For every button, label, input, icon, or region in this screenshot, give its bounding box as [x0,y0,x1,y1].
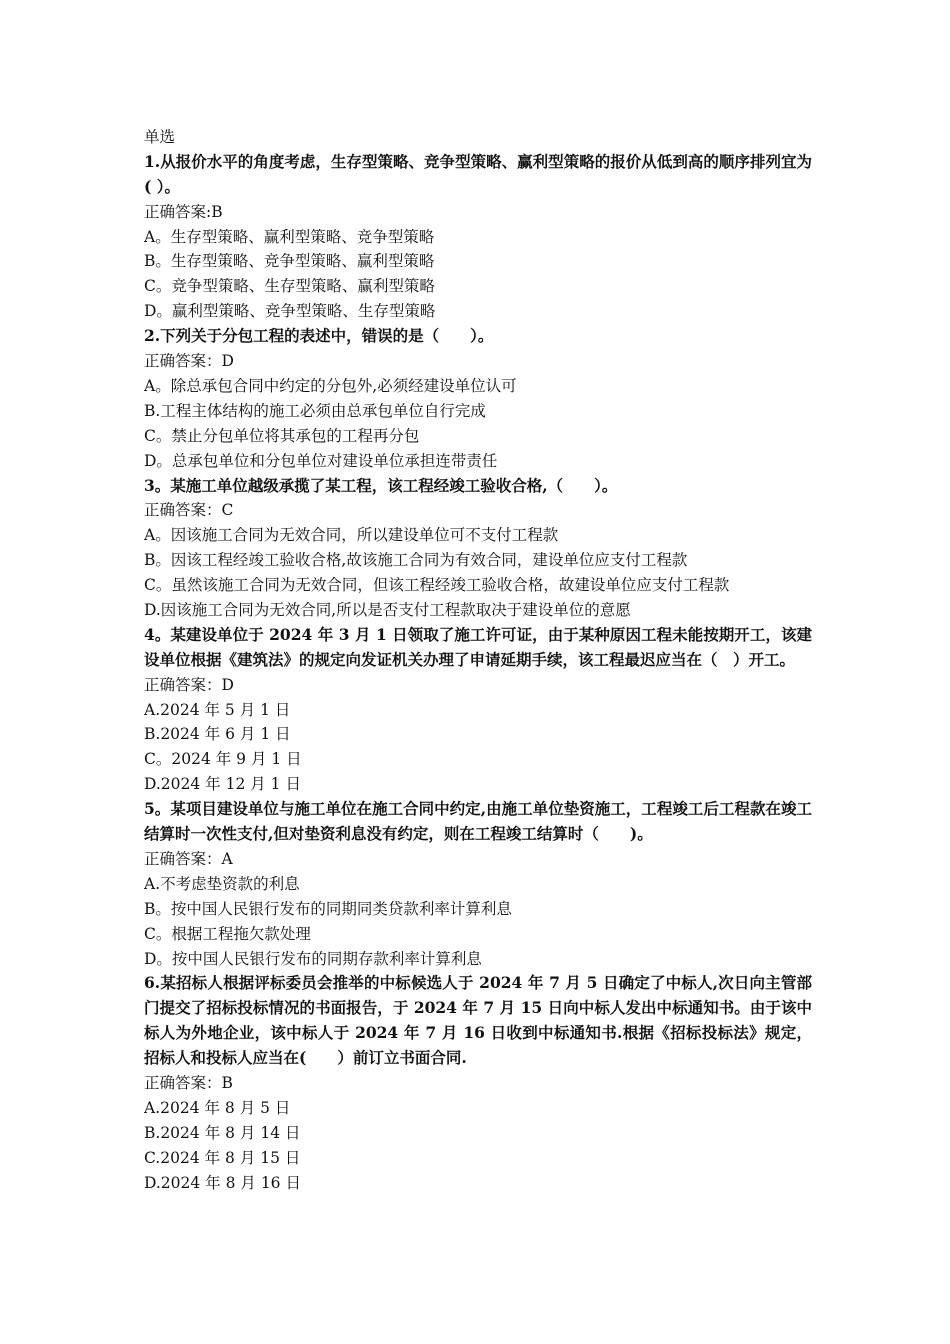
question-stem: 3。某施工单位越级承揽了某工程，该工程经竣工验收合格,（ ）。 [144,475,618,495]
question-block [144,150,812,324]
option-a: A.2024 年 8 月 5 日 [144,1098,291,1117]
option-a: A.不考虑垫资款的利息 [144,874,300,893]
option-b: B。生存型策略、竞争型策略、赢利型策略 [144,252,435,271]
correct-answer: 正确答案：A [144,849,233,868]
document-page [144,125,812,1195]
question-block [144,797,812,971]
correct-answer: 正确答案:B [144,202,223,221]
question-block [144,474,812,623]
option-c: C。虽然该施工合同为无效合同，但该工程经竣工验收合格，故建设单位应支付工程款 [144,576,730,595]
option-a: A。生存型策略、赢利型策略、竞争型策略 [144,227,435,246]
question-stem: 6.某招标人根据评标委员会推举的中标候选人于 2024 年 7 月 5 日确定了中标人,次日向主管部门提交了招标投标情况的书面报告，于 2024 年 7 月 15 日向中标人发出中标通知书。由于该中标人为外地企业，该中标人于 2024 年 7 月 16 日收到中标通知书.根据《招标投标法》规定，招标人和投标人应当在( ）前订立书面合同. [144,973,812,1068]
option-d: D.因该施工合同为无效合同,所以是否支付工程款取决于建设单位的意愿 [144,600,631,619]
option-c: C.2024 年 8 月 15 日 [144,1148,301,1167]
option-c: C。2024 年 9 月 1 日 [144,750,302,769]
option-b: B.工程主体结构的施工必须由总承包单位自行完成 [144,401,486,420]
option-a: A。因该施工合同为无效合同，所以建设单位可不支付工程款 [144,526,559,545]
option-b: B。按中国人民银行发布的同期同类贷款利率计算利息 [144,899,512,918]
option-c: C。根据工程拖欠款处理 [144,924,311,943]
option-a: A。除总承包合同中约定的分包外,必须经建设单位认可 [144,376,517,395]
correct-answer: 正确答案：B [144,1074,233,1093]
question-block [144,324,812,473]
correct-answer: 正确答案：D [144,675,234,694]
correct-answer: 正确答案：C [144,501,234,520]
option-d: D.2024 年 8 月 16 日 [144,1173,301,1192]
option-c: C。竞争型策略、生存型策略、赢利型策略 [144,277,435,296]
option-d: D。赢利型策略、竞争型策略、生存型策略 [144,302,436,321]
option-a: A.2024 年 5 月 1 日 [144,700,291,719]
question-block [144,623,812,797]
option-d: D。总承包单位和分包单位对建设单位承担连带责任 [144,451,498,470]
option-b: B.2024 年 6 月 1 日 [144,725,291,744]
correct-answer: 正确答案：D [144,352,234,371]
question-stem: 2.下列关于分包工程的表述中，错误的是（ ）。 [144,326,494,346]
question-stem: 1.从报价水平的角度考虑，生存型策略、竞争型策略、赢利型策略的报价从低到高的顺序排列宜为( ）。 [144,151,812,196]
section-label: 单选 [144,128,176,146]
option-b: B.2024 年 8 月 14 日 [144,1123,301,1142]
option-b: B。因该工程经竣工验收合格,故该施工合同为有效合同，建设单位应支付工程款 [144,551,688,570]
option-c: C。禁止分包单位将其承包的工程再分包 [144,426,420,445]
question-stem: 5。某项目建设单位与施工单位在施工合同中约定,由施工单位垫资施工，工程竣工后工程款在竣工结算时一次性支付,但对垫资利息没有约定，则在工程竣工结算时（ )。 [144,799,812,844]
question-stem: 4。某建设单位于 2024 年 3 月 1 日领取了施工许可证，由于某种原因工程未能按期开工，该建设单位根据《建筑法》的规定向发证机关办理了申请延期手续，该工程最迟应当在（ ）开工。 [144,624,812,669]
option-d: D.2024 年 12 月 1 日 [144,775,301,794]
question-block [144,971,812,1195]
option-d: D。按中国人民银行发布的同期存款利率计算利息 [144,949,482,968]
